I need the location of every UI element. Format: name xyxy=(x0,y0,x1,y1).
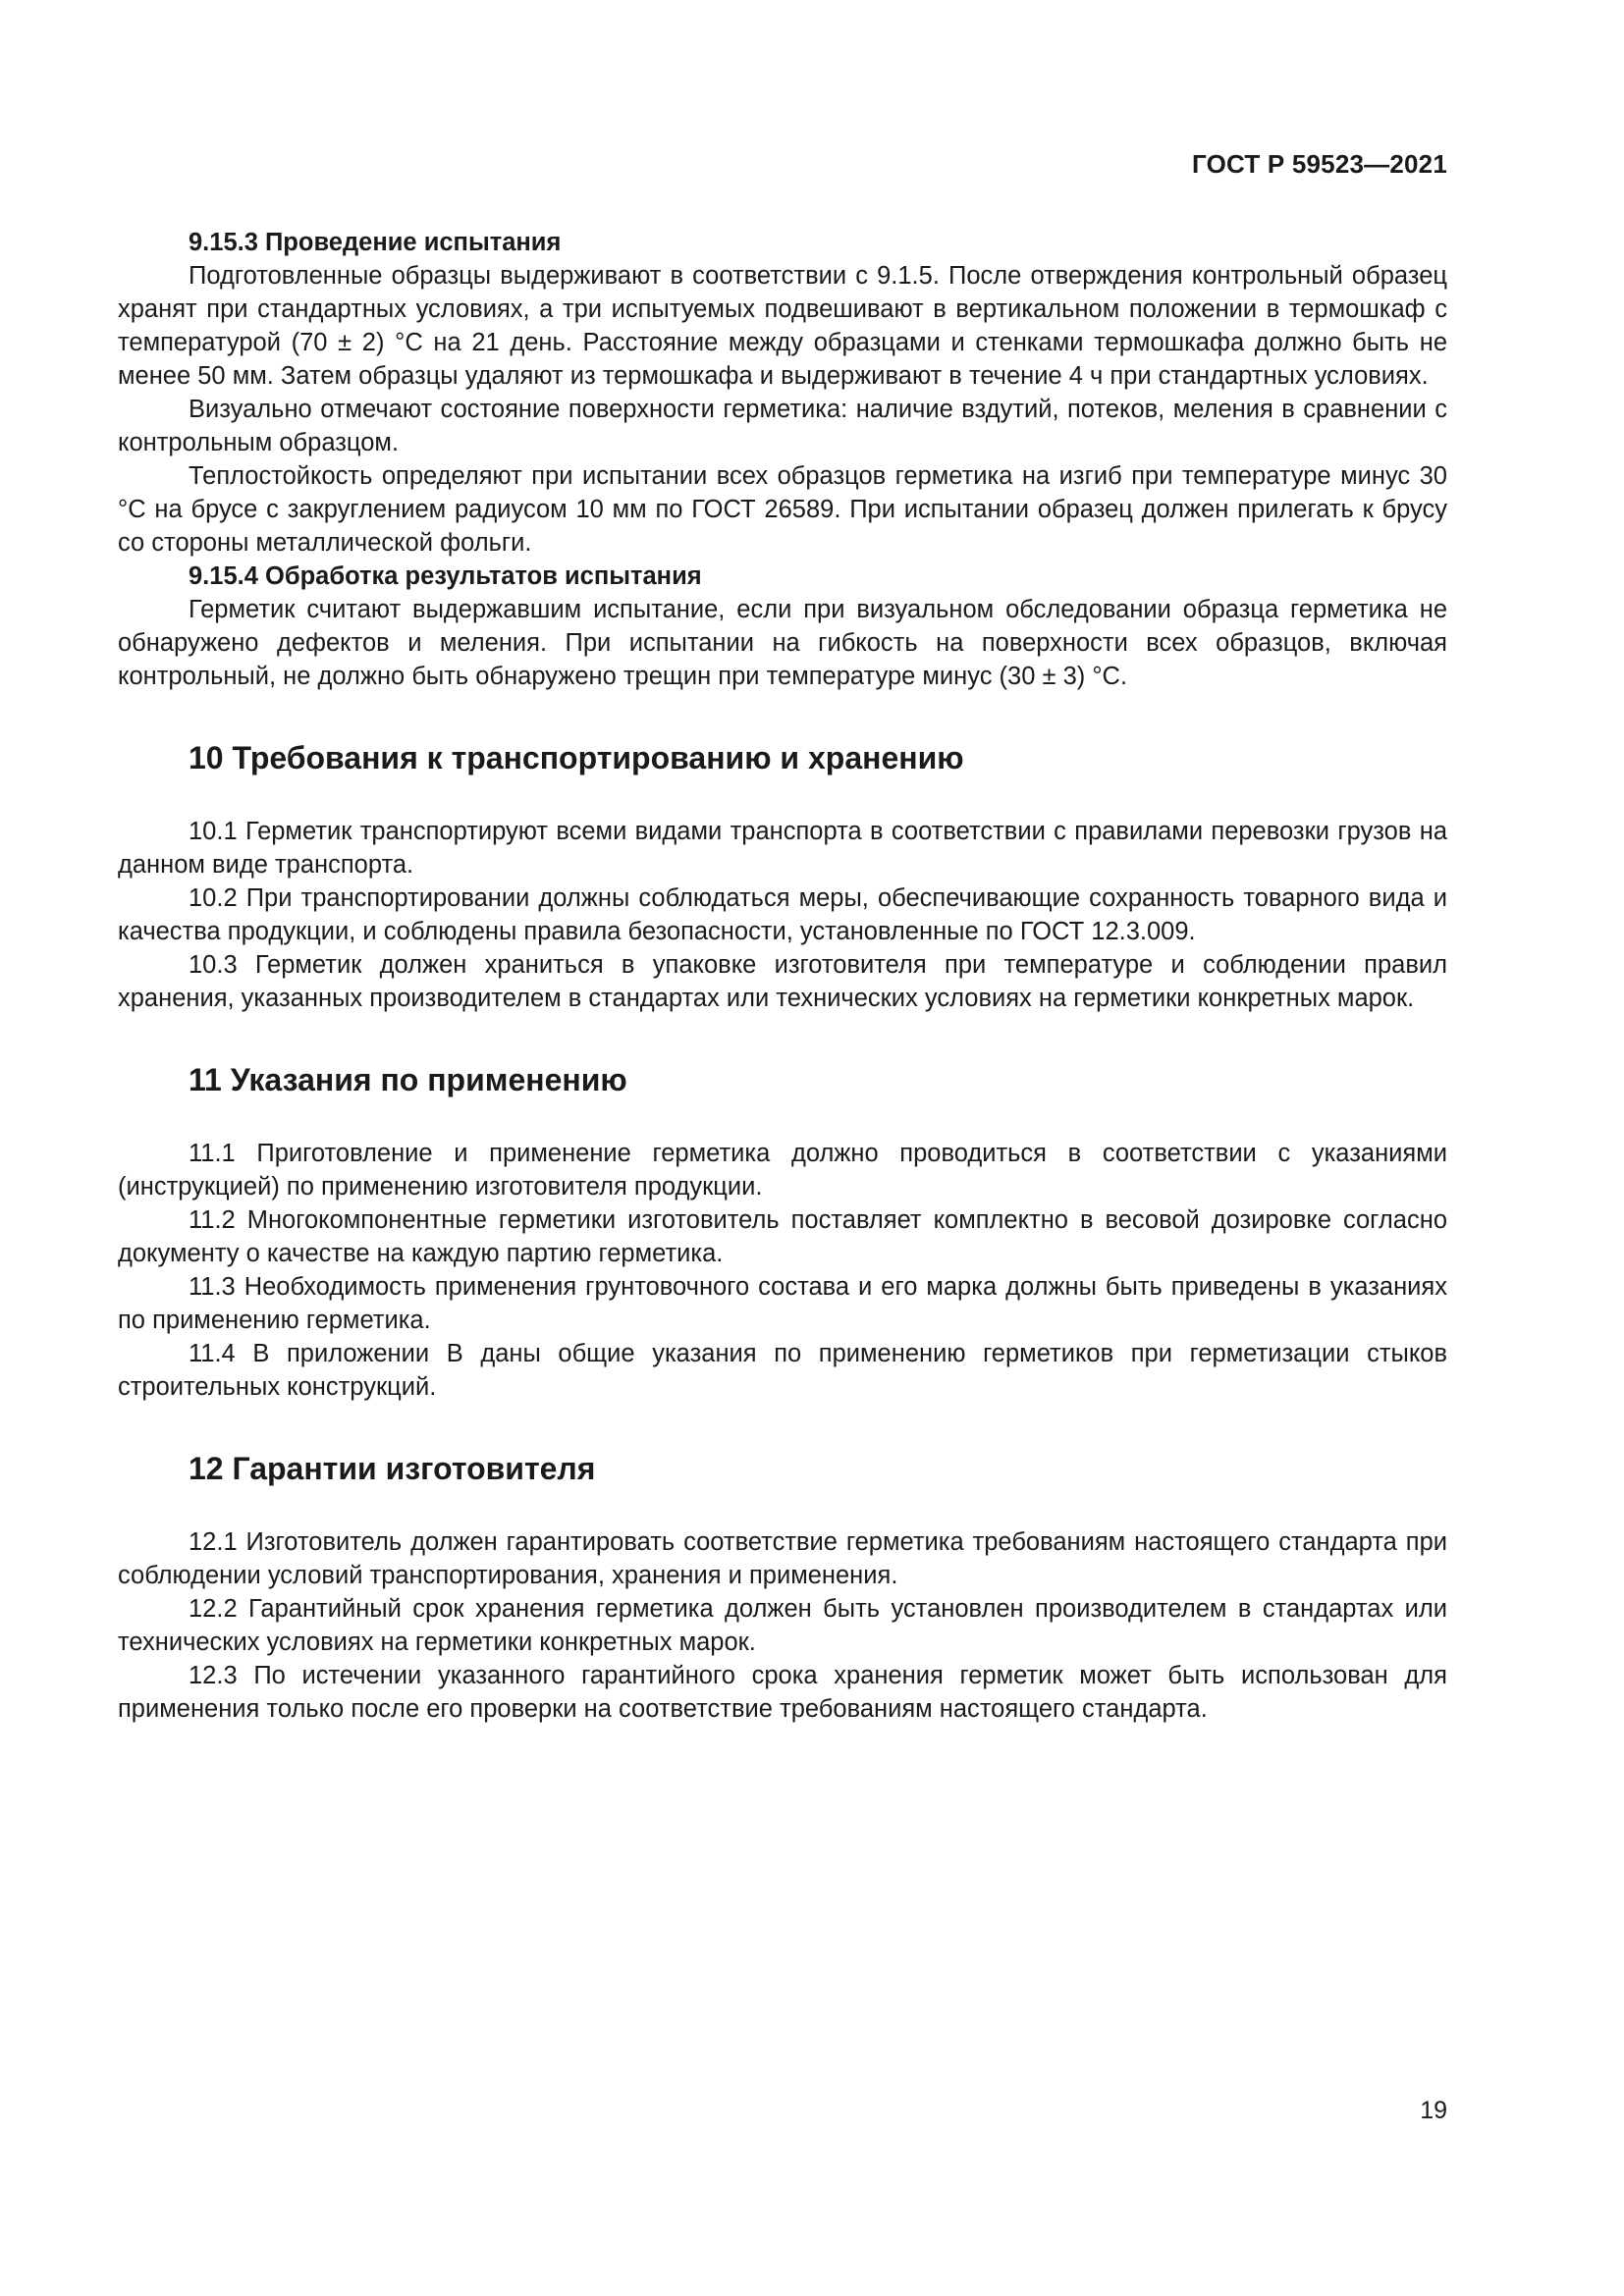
paragraph: 11.2 Многокомпонентные герметики изготовитель поставляет комплектно в весовой дозировке согласно документу о качестве на каждую партию герметика. xyxy=(118,1206,1447,1267)
paragraph: 11.3 Необходимость применения грунтовочного состава и его марка должны быть приведены в указаниях по применению герметика. xyxy=(118,1273,1447,1334)
page-number: 19 xyxy=(1420,2097,1447,2124)
paragraph: 11.4 В приложении В даны общие указания по применению герметиков при герметизации стыков строительных конструкций. xyxy=(118,1340,1447,1401)
paragraph: Теплостойкость определяют при испытании всех образцов герметика на изгиб при температуре минус 30 °С на брусе с закруглением радиусом 10 мм по ГОСТ 26589. При испытании образец должен прилегать к брусу со стороны металлической фольги. xyxy=(118,462,1447,557)
paragraph: 10.1 Герметик транспортируют всеми видами транспорта в соответствии с правилами перевозки грузов на данном виде транспорта. xyxy=(118,818,1447,879)
subsection-heading-9-15-3: 9.15.3 Проведение испытания xyxy=(189,229,562,256)
paragraph: 12.3 По истечении указанного гарантийного срока хранения герметик может быть использован для применения только после его проверки на соответствие требованиям настоящего стандарта. xyxy=(118,1662,1447,1723)
standard-code: ГОСТ Р 59523—2021 xyxy=(1192,149,1447,179)
paragraph: 11.1 Приготовление и применение герметика должно проводиться в соответствии с указаниями (инструкцией) по применению изготовителя продукции. xyxy=(118,1140,1447,1201)
section-title-11: 11 Указания по применению xyxy=(189,1062,627,1097)
paragraph: 10.2 При транспортировании должны соблюдаться меры, обеспечивающие сохранность товарного вида и качества продукции, и соблюдены правила безопасности, установленные по ГОСТ 12.3.009. xyxy=(118,884,1447,945)
paragraph: Подготовленные образцы выдерживают в соответствии с 9.1.5. После отверждения контрольный образец хранят при стандартных условиях, а три испытуемых подвешивают в вертикальном положении в термошкаф с температурой (70 ± 2) °С на 21 день. Расстояние между образцами и стенками термошкафа должно быть не менее 50 мм. Затем образцы удаляют из термошкафа и выдерживают в течение 4 ч при стандартных условиях. xyxy=(118,262,1447,390)
paragraph: Визуально отмечают состояние поверхности герметика: наличие вздутий, потеков, меления в сравнении с контрольным образцом. xyxy=(118,396,1447,456)
paragraph: 10.3 Герметик должен храниться в упаковке изготовителя при температуре и соблюдении правил хранения, указанных производителем в стандартах или технических условиях на герметики конкретных марок. xyxy=(118,951,1447,1012)
section-title-12: 12 Гарантии изготовителя xyxy=(189,1451,596,1486)
paragraph: Герметик считают выдержавшим испытание, если при визуальном обследовании образца герметика не обнаружено дефектов и меления. При испытании на гибкость на поверхности всех образцов, включая контрольный, не должно быть обнаружено трещин при температуре минус (30 ± 3) °С. xyxy=(118,596,1447,690)
subsection-heading-9-15-4: 9.15.4 Обработка результатов испытания xyxy=(189,562,702,590)
section-title-10: 10 Требования к транспортированию и хранению xyxy=(189,740,964,775)
document-body xyxy=(118,226,1447,1726)
paragraph: 12.1 Изготовитель должен гарантировать соответствие герметика требованиям настоящего стандарта при соблюдении условий транспортирования, хранения и применения. xyxy=(118,1528,1447,1589)
paragraph: 12.2 Гарантийный срок хранения герметика должен быть установлен производителем в стандартах или технических условиях на герметики конкретных марок. xyxy=(118,1595,1447,1656)
